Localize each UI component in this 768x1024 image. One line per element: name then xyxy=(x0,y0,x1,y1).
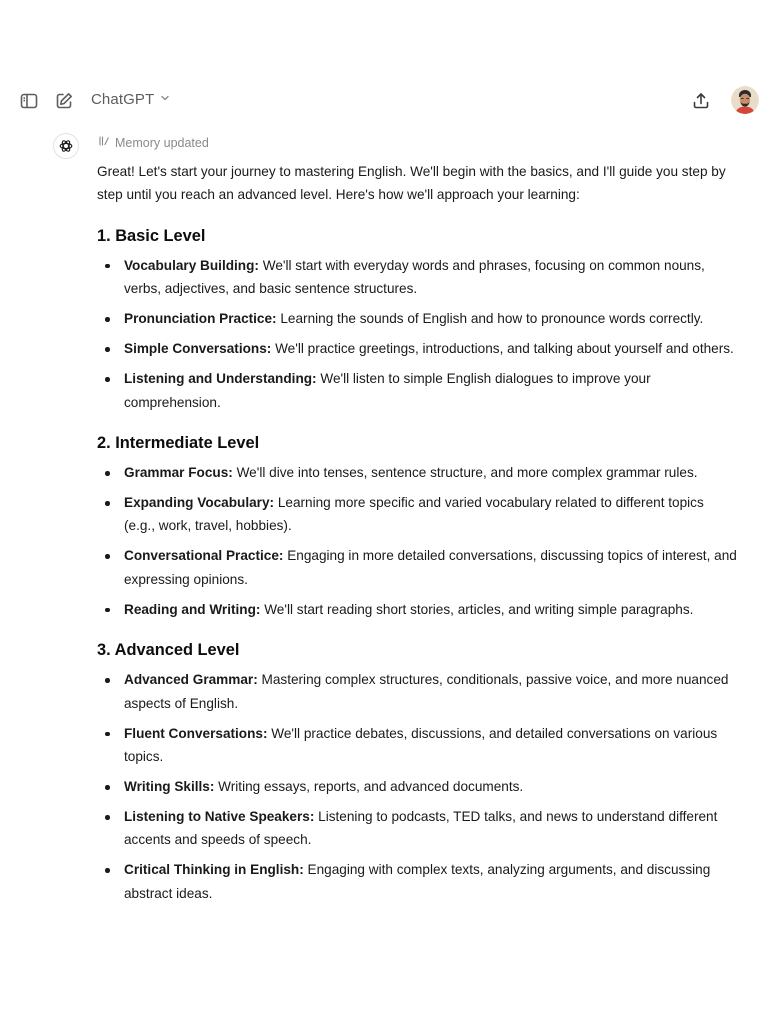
assistant-message xyxy=(97,160,737,923)
item-label: Expanding Vocabulary: xyxy=(124,495,275,511)
item-text: Listening to podcasts, TED talks, and news to understand different accents and speeds of speech. xyxy=(124,809,718,848)
list-item xyxy=(124,491,737,538)
item-label: Writing Skills: xyxy=(124,779,215,795)
item-text: Learning more specific and varied vocabulary related to different topics (e.g., work, travel, hobbies). xyxy=(124,495,704,534)
section-title: 1. Basic Level xyxy=(97,226,206,245)
user-avatar[interactable] xyxy=(731,86,759,114)
item-text: We'll dive into tenses, sentence structure, and more complex grammar rules. xyxy=(232,465,698,481)
item-text: Learning the sounds of English and how to pronounce words correctly. xyxy=(276,311,704,327)
list-item xyxy=(124,805,737,852)
assistant-logo-icon xyxy=(53,133,79,159)
item-text: We'll start with everyday words and phrases, focusing on common nouns, verbs, adjectives, and basic sentence structures. xyxy=(124,257,705,297)
item-text: We'll start reading short stories, articles, and writing simple paragraphs. xyxy=(260,601,694,617)
item-text: Engaging with complex texts, analyzing arguments, and discussing abstract ideas. xyxy=(124,862,711,901)
section-title: 2. Intermediate Level xyxy=(97,434,260,453)
item-label: Simple Conversations: xyxy=(124,341,272,357)
chevron-down-icon xyxy=(160,90,170,108)
list-item xyxy=(124,598,737,621)
item-list xyxy=(97,461,737,621)
share-icon[interactable] xyxy=(689,89,713,113)
item-label: Conversational Practice: xyxy=(124,548,284,564)
item-label: Pronunciation Practice: xyxy=(124,311,277,327)
list-item xyxy=(124,775,737,798)
sidebar-toggle-icon[interactable] xyxy=(17,89,41,113)
item-text: Engaging in more detailed conversations, discussing topics of interest, and expressing opinions. xyxy=(124,548,737,587)
section-title: 3. Advanced Level xyxy=(97,641,240,660)
item-label: Reading and Writing: xyxy=(124,601,261,617)
new-chat-icon[interactable] xyxy=(52,89,76,113)
list-item xyxy=(124,307,737,330)
memory-updated-label: Memory updated xyxy=(115,135,209,150)
list-item xyxy=(124,367,737,414)
item-list xyxy=(97,254,737,414)
item-label: Listening to Native Speakers: xyxy=(124,809,315,825)
item-text: We'll listen to simple English dialogues to improve your comprehension. xyxy=(124,371,651,410)
item-list xyxy=(97,668,737,905)
model-name: ChatGPT xyxy=(91,90,155,108)
list-item xyxy=(124,461,737,484)
item-label: Advanced Grammar: xyxy=(124,672,258,688)
list-item xyxy=(124,544,737,591)
model-switcher[interactable] xyxy=(91,90,170,108)
list-item xyxy=(124,668,737,715)
list-item xyxy=(124,254,737,301)
section-basic xyxy=(97,225,737,414)
item-label: Fluent Conversations: xyxy=(124,725,268,741)
memory-icon xyxy=(98,135,110,150)
item-label: Listening and Understanding: xyxy=(124,371,317,387)
item-label: Grammar Focus: xyxy=(124,465,233,481)
item-text: We'll practice greetings, introductions, and talking about yourself and others. xyxy=(271,341,734,357)
top-bar xyxy=(0,84,768,118)
memory-updated-indicator[interactable] xyxy=(98,135,209,150)
intro-paragraph: Great! Let's start your journey to mastering English. We'll begin with the basics, and I'll guide you step by step until you reach an advanced level. Here's how we'll approach your learning: xyxy=(97,164,726,203)
section-intermediate xyxy=(97,432,737,621)
section-advanced xyxy=(97,639,737,905)
list-item xyxy=(124,722,737,769)
list-item xyxy=(124,337,737,360)
list-item xyxy=(124,858,737,905)
item-label: Vocabulary Building: xyxy=(124,257,259,273)
item-text: We'll practice debates, discussions, and detailed conversations on various topics. xyxy=(124,725,718,765)
item-label: Critical Thinking in English: xyxy=(124,862,304,878)
item-text: Mastering complex structures, conditionals, passive voice, and more nuanced aspects of English. xyxy=(124,672,729,711)
item-text: Writing essays, reports, and advanced documents. xyxy=(214,779,524,795)
